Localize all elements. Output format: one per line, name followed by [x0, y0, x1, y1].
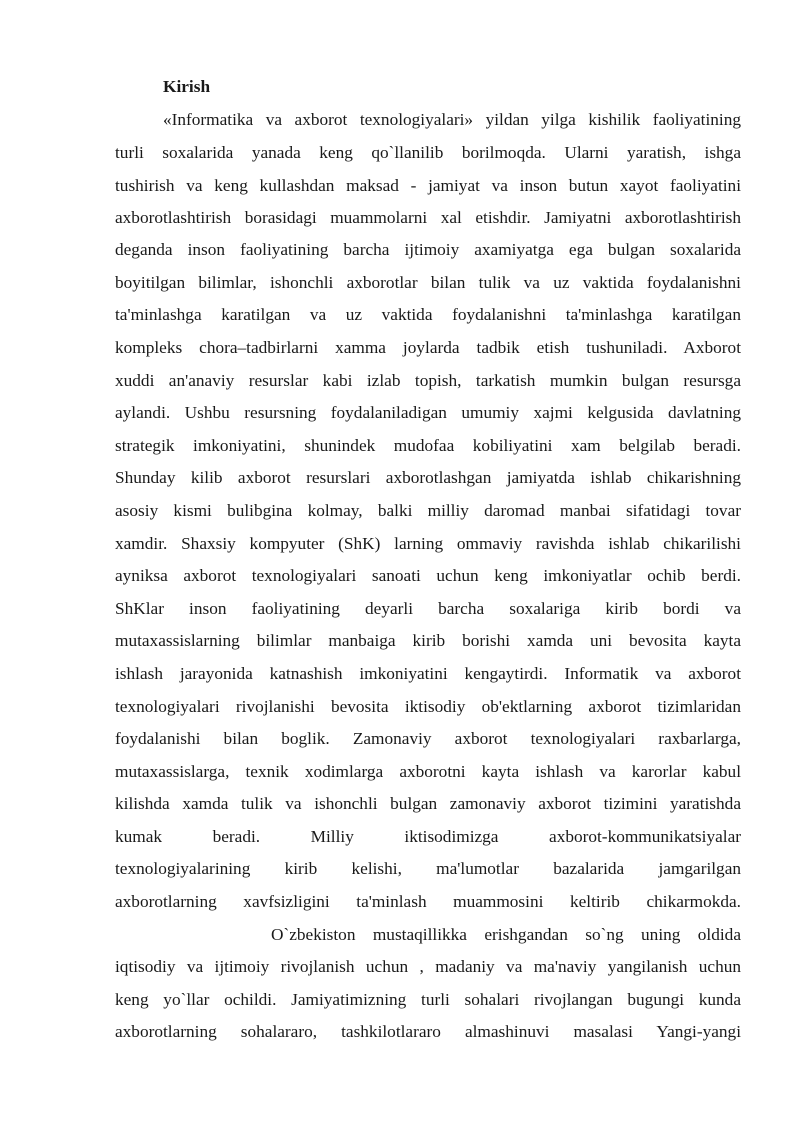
- paragraph-line: iqtisodiy va ijtimoiy rivojlanish uchun , madaniy va ma'naviy yangilanish uchun: [115, 957, 741, 976]
- paragraph-line: mutaxassislarning bilimlar manbaiga kirib borishi xamda uni bevosita kayta: [115, 631, 741, 650]
- paragraph-line: deganda inson faoliyatining barcha ijtimoiy axamiyatga ega bulgan soxalarida: [115, 240, 741, 259]
- paragraph-line: mutaxassislarga, texnik xodimlarga axborotni kayta ishlash va karorlar kabul: [115, 762, 741, 781]
- paragraph-line: kompleks chora–tadbirlarni xamma joylarda tadbik etish tushuniladi. Axborot: [115, 338, 741, 357]
- paragraph-line: kilishda xamda tulik va ishonchli bulgan zamonaviy axborot tizimini yaratishda: [115, 794, 741, 813]
- paragraph-line: kumak beradi. Milliy iktisodimizga axborot-kommunikatsiyalar: [115, 827, 741, 846]
- paragraph-line: O`zbekiston mustaqillikka erishgandan so`ng uning oldida: [271, 925, 741, 944]
- paragraph-line: ishlash jarayonida katnashish imkoniyatini kengaytirdi. Informatik va axborot: [115, 664, 741, 683]
- paragraph-line: xamdir. Shaxsiy kompyuter (ShK) larning ommaviy ravishda ishlab chikarilishi: [115, 534, 741, 553]
- paragraph-line: «Informatika va axborot texnologiyalari» yildan yilga kishilik faoliyatining: [163, 110, 741, 129]
- paragraph-line: ayniksa axborot texnologiyalari sanoati uchun keng imkoniyatlar ochib berdi.: [115, 566, 741, 585]
- paragraph-line: texnologiyalari rivojlanishi bevosita iktisodiy ob'ektlarning axborot tizimlaridan: [115, 697, 741, 716]
- paragraph-line: tushirish va keng kullashdan maksad - jamiyat va inson butun xayot faoliyatini: [115, 176, 741, 195]
- paragraph-line: xuddi an'anaviy resurslar kabi izlab topish, tarkatish mumkin bulgan resursga: [115, 371, 741, 390]
- paragraph-line: Shunday kilib axborot resurslari axborotlashgan jamiyatda ishlab chikarishning: [115, 468, 741, 487]
- paragraph-line: axborotlarning xavfsizligini ta'minlash muammosini keltirib chikarmokda.: [115, 892, 741, 911]
- paragraph-line: axborotlashtirish borasidagi muammolarni xal etishdir. Jamiyatni axborotlashtirish: [115, 208, 741, 227]
- section-heading: Kirish: [163, 77, 211, 96]
- paragraph-line: foydalanishi bilan boglik. Zamonaviy axborot texnologiyalari raxbarlarga,: [115, 729, 741, 748]
- paragraph-line: texnologiyalarining kirib kelishi, ma'lumotlar bazalarida jamgarilgan: [115, 859, 741, 878]
- paragraph-line: boyitilgan bilimlar, ishonchli axborotlar bilan tulik va uz vaktida foydalanishni: [115, 273, 741, 292]
- paragraph-line: ShKlar inson faoliyatining deyarli barcha soxalariga kirib bordi va: [115, 599, 741, 618]
- paragraph-line: strategik imkoniyatini, shunindek mudofaa kobiliyatini xam belgilab beradi.: [115, 436, 741, 455]
- paragraph-line: aylandi. Ushbu resursning foydalaniladigan umumiy xajmi kelgusida davlatning: [115, 403, 741, 422]
- paragraph-line: axborotlarning sohalararo, tashkilotlararo almashinuvi masalasi Yangi-yangi: [115, 1022, 741, 1041]
- paragraph-line: ta'minlashga karatilgan va uz vaktida foydalanishni ta'minlashga karatilgan: [115, 305, 741, 324]
- paragraph-line: keng yo`llar ochildi. Jamiyatimizning turli sohalari rivojlangan bugungi kunda: [115, 990, 741, 1009]
- paragraph-line: asosiy kismi bulibgina kolmay, balki milliy daromad manbai sifatidagi tovar: [115, 501, 741, 520]
- paragraph-line: turli soxalarida yanada keng qo`llanilib borilmoqda. Ularni yaratish, ishga: [115, 143, 741, 162]
